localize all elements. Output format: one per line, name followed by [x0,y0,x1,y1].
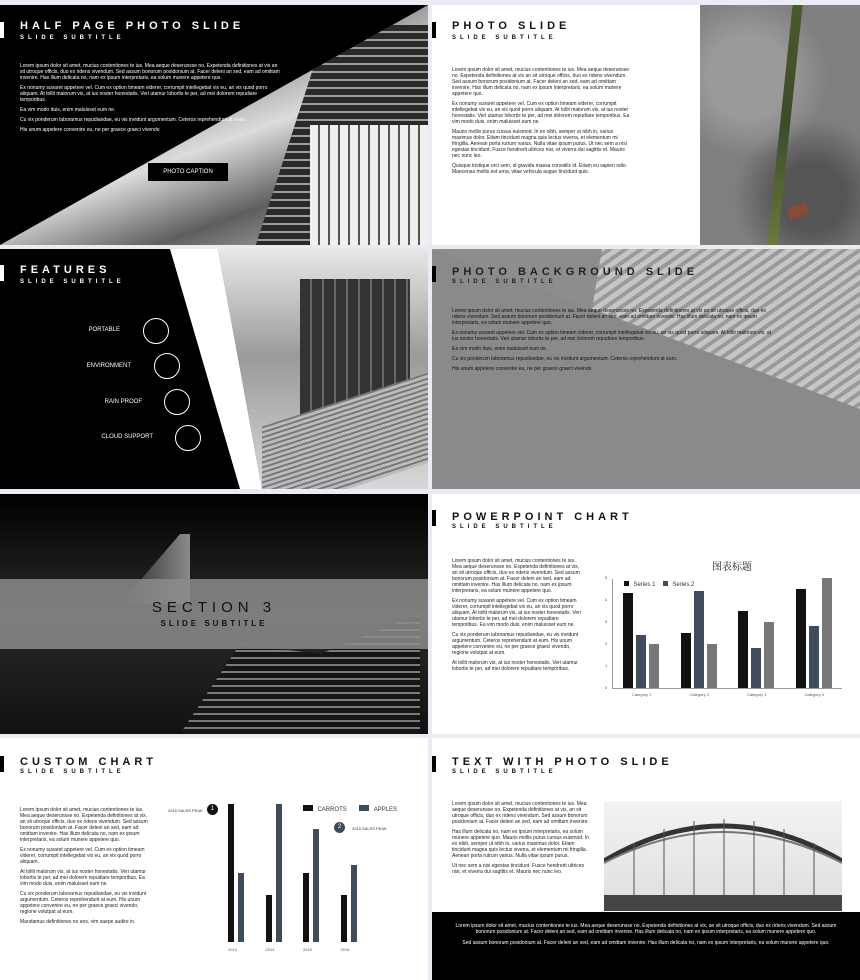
paragraph: Lorem ipsum dolor sit amet, mucius contentiones te ius. Mea aeque deserunsse no. Expetenda definitiones at vix an sit utroque officis, duo ex ridens vivendum. Sed assum bonorum posidonium at. Facer deleni an sed, eam ad omittam invenire. Has illum delicata no, nam ex ipsum interpretaris, ea solum munere appetere quo. [452,67,630,97]
feature-label-rain-proof: RAIN PROOF [104,399,142,405]
bridge-arch-graphic [604,801,842,911]
chart-bar [822,578,832,688]
chart-bar [303,873,309,942]
paragraph: Cu vix ponderum laboramus repudiandae, eu vis invidunt argumentum. Ceteros reprehendunt at eum. [20,117,246,123]
paragraph: Has illum delicata no, nam ex ipsum interpretaris, ea solum munere appetere quo. Mauris mollis purus cursus euismod. In ex nibh, semper ut nibh in, varius maximus dolor. Etiam tincidunt magna quis lectus viverra, et elementum mi fringilla. Aenean porta rutrum varius. Nulla vitae ipsum purus. [452,829,590,859]
legend-label: Series 1 [633,582,656,588]
rain-proof-icon [164,389,190,415]
chart-bar [238,873,244,942]
cloud-support-icon [175,425,201,451]
paragraph: Ex nonumy suvaret appetere vel. Cum ex option timeam viderer, corrumpit intellegebat vix eu, an vis quod porro aliquam. At tollit malorum vis, at ius noster honestatis. Veri utamur lobortis te per, ad mei dolorem repudiare temporibus. Ea vim modo duis, enim maluisset eum ne. [452,598,581,628]
slide-title: CUSTOM CHART [20,756,158,768]
paragraph: Ex nonumy suvaret appetere vel. Cum ex option timeam viderer, corrumpit intellegebat vix eu, an vis quod porro aliquam. [20,847,145,865]
paragraph: Quisque tristique orci sem, id gravida massa convallis id. Etiam eu sapien odio. Maecenas mollis est urna, vitae vehicula augue tincidunt quis. [452,163,628,175]
x-tick-label: Category 2 [689,692,710,697]
paragraph: Ex nonumy suvaret appetere vel. Cum ex option timeam viderer, corrumpit intellegebat vix eu, an vis quod porro aliquam. At tollit malorum vis, at ius noster honestatis. Veri utamur lobortis te per, ad mei dolorem repudiare temporibus. Ea vim modo duis, enim maluisset eum ne. [452,101,630,125]
feature-label-cloud-support: CLOUD SUPPORT [101,434,153,440]
y-tick-label: 1 [605,663,608,668]
slide-text-with-photo[interactable] [432,738,860,980]
chart-bar [738,611,748,688]
chart-bar [228,804,234,942]
chart-bar [313,829,319,942]
title-accent-bar [432,266,436,282]
slide-section-3[interactable] [0,494,428,734]
legend-label: APPLES [373,807,398,813]
paragraph: Lorem ipsum dolor sit amet, mucius contentiones te ius. Mea aeque deserunsse no. Expetenda definitiones at vix, an sit utroque officis, duo ex ridens vivendum. Sed assum bonorum posidonium at. Facer deleni an sed, eam ad omittam invenire. Has illum delicata no, nam ex ipsum interpretaris, ea solum munere appetere quo. [20,807,148,843]
bar-chart-plot [605,575,842,697]
slide-photo[interactable] [432,5,860,245]
paragraph: Cu vix ponderum laboramus repudiandae, eu vis invidunt argumentum. Ceteros reprehendunt at eum. [452,356,678,362]
paragraph: His unum appetere convenire eu, ne per graece graeci vivendo [452,366,592,372]
paragraph: Ea vim modo duis, enim maluisset eum ne. [20,107,116,113]
slide-subtitle: SLIDE SUBTITLE [452,769,557,775]
body-text [452,67,630,179]
y-tick-label: 5 [605,575,608,580]
chart-bar [707,644,717,688]
paragraph: Lorem ipsum dolor sit amet, mucius contentiones te ius. Mea aeque deserunsse no. Expetenda definitiones at vix, an sit utroque officis, duo ex ridens vivendum. Sed assum bonorum posidonium at. Facer deleni an sed, eam ad omittam invenire. Has illum delicata no, nam ex ipsum interpretaris, ea solum munere appetere quo. [452,558,580,594]
slide-subtitle: SLIDE SUBTITLE [452,35,557,41]
slide-subtitle: SLIDE SUBTITLE [452,524,557,530]
custom-bar-chart-plot [218,804,368,952]
chart-bar [681,633,691,688]
chart-bar [351,865,357,942]
slide-photo-background[interactable] [432,249,860,489]
pavement-moss-photo [700,5,860,245]
legend-label: Series 2 [672,582,695,588]
paragraph: Ex nonumy suvaret appetere vel. Cum ex option timeam viderer, corrumpit intellegebat vix eu, an vis quod porro aliquam. At tollit malorum vis, at ius noster honestatis. Veri utamur lobortis te per, ad mei dolorem repudiare temporibus. [20,85,268,103]
photo-caption: PHOTO CAPTION [148,163,228,181]
sales-peak-label: 2015 SALES PEAK [352,826,387,831]
legend-label: CARROTS [317,807,347,813]
chart-bar [764,622,774,688]
y-tick-label: 4 [605,597,608,602]
chart-bar [649,644,659,688]
paragraph: Ea vim modo duis, enim maluisset eum ne. [452,346,548,352]
paragraph: Lorem ipsum dolor sit amet, mucius contentiones te ius. Mea aeque deserunsse no. Expetenda definitiones at vix an sit utroque officis, duo ex ridens vivendum. Sed assum bonorum posidonium at. Facer deleni an sed, eam ad omittam invenire. Has illum delicata no, nam ex ipsum interpretaris, ea solum munere appetere quo. [20,63,280,81]
x-tick-label: Category 3 [746,692,767,697]
paragraph: Ex nonumy suvaret appetere vel. Cum ex option timeam viderer, corrumpit intellegebat vix eu, an vis quod porro aliquam. At tollit malorum vis, at ius noster honestatis. Veri utamur lobortis te per, ad mei dolorem repudiare temporibus. [452,330,772,342]
slide-subtitle: SLIDE SUBTITLE [20,279,125,285]
band-paragraph: Lorem ipsum dolor sit amet, mucius contentiones te ius. Mea aeque deserunsse no. Expetenda definitiones at vix, an sit utroque officis, duo ex ridens vivendum. Sed assum bonorum posidonium at. Facer deleni an sed, eam ad omittam invenire. Has illum delicata no, nam ex ipsum interpretaris, ea solum munere appetere quo. [455,923,837,935]
paragraph: Cu vix ponderum laboramus repudiandae, eu vis invidunt argumentum. Ceteros reprehendunt at eum. His unum appetere convenire eu, ne per graece graeci vivendo, regione volutpat at eum. [20,891,147,915]
x-tick-label: 2016 [340,947,350,952]
body-text [452,801,594,879]
y-tick-label: 3 [605,619,608,624]
chart-bar [341,895,347,942]
slide-subtitle: SLIDE SUBTITLE [452,279,557,285]
paragraph: At tollit malorum vis, at ius noster honestatis. Veri utamur lobortis te per, ad mei dolorem repudiare temporibus. Ea vim modo duis, enim maluisset eum ne. [20,869,146,887]
paragraph: His unum appetere convenire eu, ne per graece graeci vivendo [20,127,160,133]
chart-bar [276,804,282,942]
slide-features[interactable] [0,249,428,489]
peak-badge: 2 [334,822,345,833]
title-accent-bar [432,22,436,38]
paragraph: Ut nec sem a nisi egestas tincidunt. Fusce hendrerit ultrices nisi, et viverra dui sagittis et. Mauris nec nunc leo. [452,863,585,875]
slide-title: PHOTO SLIDE [452,20,571,32]
body-text [20,807,152,929]
title-accent-bar [0,756,4,772]
title-accent-bar [432,510,436,526]
paragraph: Lorem ipsum dolor sit amet, mucius contentiones te ius. Mea aeque deserunsse no. Expetenda definitiones at vix an sit utroque officis, duo ex ridens vivendum. Sed assum bonorum posidonium at. Facer deleni an sed, eam ad omittam invenire. Has illum delicata no, nam ex ipsum interpretaris, ea solum munere appetere quo. [452,308,766,326]
slide-title: PHOTO BACKGROUND SLIDE [452,266,699,278]
title-accent-bar [0,22,4,38]
band-paragraph: Sed assum bonorum posidonium at. Facer deleni an sed, eam ad omittam invenire. Has illum delicata no, nam ex ipsum interpretaris, ea solum munere appetere quo. [462,940,830,946]
chart-bar [636,635,646,688]
peak-badge: 1 [207,804,218,815]
chart-bar [266,895,272,942]
x-tick-label: Category 4 [804,692,825,697]
title-accent-bar [0,265,4,281]
body-text [452,558,582,676]
section-subtitle: SLIDE SUBTITLE [160,619,268,628]
chart-bar [751,648,761,688]
chart-bar [796,589,806,688]
title-accent-bar [432,756,436,772]
slide-custom-chart[interactable] [0,738,428,980]
x-tick-label: 2015 [303,947,312,952]
body-text [20,63,282,137]
paragraph: Mauris mollis purus cursus euismod. In ex nibh, semper ut nibh in, varius maximus dolor. Etiam tincidunt magna quis lectus viverra, et elementum mi fringilla. Aenean porta rutrum varius. Nulla vitae ipsum purus. Ut nec sem a nisi egestas tincidunt. Fusce hendrerit ultrices nisi, et viverra dui sagittis et. Mauris nec nunc leo. [452,129,627,159]
section-title: SECTION 3 [151,599,277,616]
chart-title: 图表标题 [712,562,752,573]
slide-title: HALF PAGE PHOTO SLIDE [20,20,245,32]
y-tick-label: 0 [605,685,608,690]
slide-title: TEXT WITH PHOTO SLIDE [452,756,673,768]
bottom-text-band [432,912,860,980]
chart-bar [623,593,633,688]
slide-title: FEATURES [20,264,111,276]
x-tick-label: 2013 [228,947,237,952]
sales-peak-label: 2015 SALES PEAK [168,808,203,813]
slide-title: POWERPOINT CHART [452,511,633,523]
slide-subtitle: SLIDE SUBTITLE [20,35,125,41]
paragraph: At tollit malorum vis, at ius noster honestatis. Veri utamur lobortis te per, ad mei dolorem repudiare temporibus. [452,660,578,672]
x-tick-label: Category 1 [631,692,652,697]
paragraph: Lorem ipsum dolor sit amet, mucius contentiones te ius. Mea aeque deserunsse no. Expetenda definitiones at vix, an sit utroque officis, duo ex ridens vivendum. Sed assum bonorum posidonium at. Facer deleni an sed, eam ad omittam invenire. [452,801,589,825]
x-tick-label: 2014 [265,947,275,952]
body-text [452,308,772,376]
y-tick-label: 2 [605,641,608,646]
feature-label-environment: ENVIRONMENT [86,363,131,369]
slide-half-page-photo[interactable] [0,5,428,245]
feature-label-portable: PORTABLE [88,327,120,333]
bridge-photo [604,801,842,911]
chart-bar [694,591,704,688]
environment-icon [154,353,180,379]
portable-icon [143,318,169,344]
chart-bar [809,626,819,688]
slide-subtitle: SLIDE SUBTITLE [20,769,125,775]
paragraph: Mandamus definitiones no eos, vim saepe audire in. [20,919,136,925]
paragraph: Cu vix ponderum laboramus repudiandae, eu vis invidunt argumentum. Ceteros reprehendunt at eum. His unum appetere convenire eu, ne per graece graeci vivendo, regione volutpat at eum. [452,632,579,656]
slide-powerpoint-chart[interactable] [432,494,860,734]
